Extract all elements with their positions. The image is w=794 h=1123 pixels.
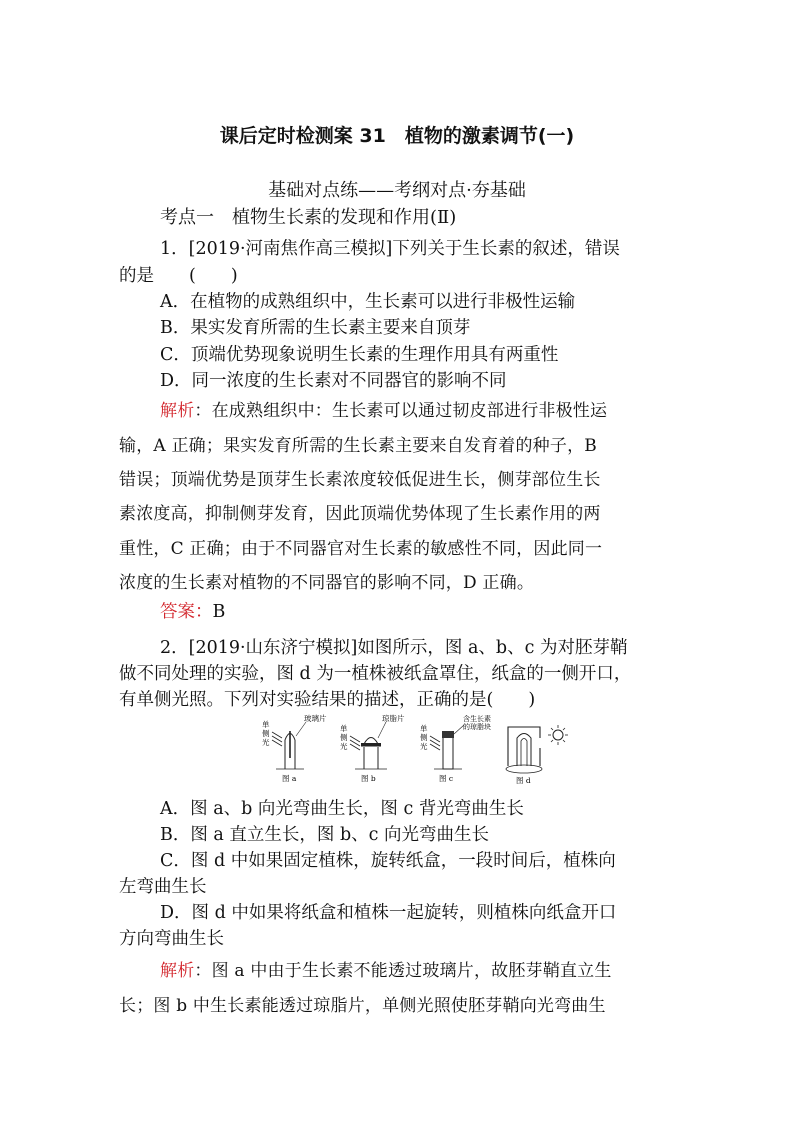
q1-option-b: B．果实发育所需的生长素主要来自顶芽 [160,318,471,338]
q1-analysis-line-1: 解析：在成熟组织中：生长素可以通过韧皮部进行非极性运 [160,401,608,421]
q1-analysis-line-6: 浓度的生长素对植物的不同器官的影响不同，D 正确。 [119,573,535,593]
q2-analysis-line-2: 长；图 b 中生长素能透过琼脂片，单侧光照使胚芽鞘向光弯曲生 [119,996,606,1016]
q1-stem-line-1: 1．[2019·河南焦作高三模拟]下列关于生长素的叙述，错误 [160,239,620,259]
q1-analysis-line-4: 素浓度高，抑制侧芽发育，因此顶端优势体现了生长素作用的两 [119,504,601,524]
fig-d-caption: 图 d [516,776,531,785]
q1-answer [160,598,225,623]
fig-a-caption: 图 a [282,774,297,783]
figure-b [340,714,405,783]
fig-b-caption: 图 b [361,774,376,783]
q2-option-b: B．图 a 直立生长，图 b、c 向光弯曲生长 [160,825,490,845]
fig-d-sun-icon [553,730,563,740]
fig-b-light-label-2: 侧 [340,733,348,742]
fig-a-light-label-3: 光 [262,738,270,747]
fig-d-box [508,727,540,766]
q1-analysis-line-5: 重性，C 正确；由于不同器官对生长素的敏感性不同，因此同一 [119,539,603,559]
page-subtitle: 基础对点练——考纲对点·夯基础 [268,180,526,201]
fig-d-plant-inner [521,739,527,767]
q2-option-c-line-2: 左弯曲生长 [119,877,207,897]
fig-a-light-label-2: 侧 [262,729,270,738]
fig-b-agar-label: 琼脂片 [382,714,405,723]
fig-c-light-label-1: 单 [420,724,428,733]
fig-b-light-label-3: 光 [340,742,348,751]
q2-stem-line-3: 有单侧光照。下列对实验结果的描述，正确的是( ) [119,690,536,710]
q2-stem-line-2: 做不同处理的实验，图 d 为一植株被纸盒罩住，纸盒的一侧开口， [119,664,632,684]
experiment-figure [258,714,598,786]
q1-answer-label: 答案： [160,602,213,622]
fig-a-pointer [296,722,306,736]
q2-option-c-line-1: C．图 d 中如果固定植株，旋转纸盒，一段时间后，植株向 [160,851,616,871]
fig-d-turntable [506,765,542,773]
fig-c-coleoptile [443,738,453,769]
q1-analysis-label: 解析 [160,401,195,421]
fig-a-glass-label: 玻璃片 [304,714,327,723]
fig-b-agar-plate [361,743,381,747]
fig-c-agar-block [442,731,454,738]
fig-d-sun-rays [548,725,568,745]
q1-option-a: A．在植物的成熟组织中，生长素可以进行非极性运输 [160,292,576,312]
figure-d [506,725,568,785]
section-heading: 考点一 植物生长素的发现和作用(Ⅱ) [160,207,457,228]
fig-b-pointer [378,722,386,738]
fig-c-block-label-2: 的琼脂块 [463,723,491,731]
q2-analysis-line-1: 解析：图 a 中由于生长素不能透过玻璃片，故胚芽鞘直立生 [160,961,612,981]
fig-c-caption: 图 c [439,774,454,783]
q1-option-d: D．同一浓度的生长素对不同器官的影响不同 [160,371,507,391]
q2-stem-line-1: 2．[2019·山东济宁模拟]如图所示，图 a、b、c 为对胚芽鞘 [160,638,628,658]
q1-option-c: C．顶端优势现象说明生长素的生理作用具有两重性 [160,345,559,365]
q2-option-d-line-1: D．图 d 中如果将纸盒和植株一起旋转，则植株向纸盒开口 [160,903,617,923]
page-title: 课后定时检测案 31 植物的激素调节(一) [219,125,575,147]
fig-c-light-label-3: 光 [420,742,428,751]
q2-option-a: A．图 a、b 向光弯曲生长，图 c 背光弯曲生长 [160,799,524,819]
q2-option-d-line-2: 方向弯曲生长 [119,929,224,949]
figure-c [420,714,491,783]
q1-analysis-line-2: 输，A 正确；果实发育所需的生长素主要来自发育着的种子，B [119,436,597,456]
fig-b-coleoptile [364,747,378,769]
q1-stem-line-2: 的是 ( ) [119,266,238,286]
figure-a [262,714,327,783]
fig-c-light-label-2: 侧 [420,733,428,742]
q1-answer-value: B [212,602,226,622]
q1-analysis-line-3: 错误；顶端优势是顶芽生长素浓度较低促进生长，侧芽部位生长 [119,470,601,490]
fig-a-light-label-1: 单 [262,720,270,729]
q2-analysis-label: 解析 [160,961,195,981]
fig-c-block-label-1: 含生长素 [463,715,491,723]
fig-b-light-label-1: 单 [340,724,348,733]
